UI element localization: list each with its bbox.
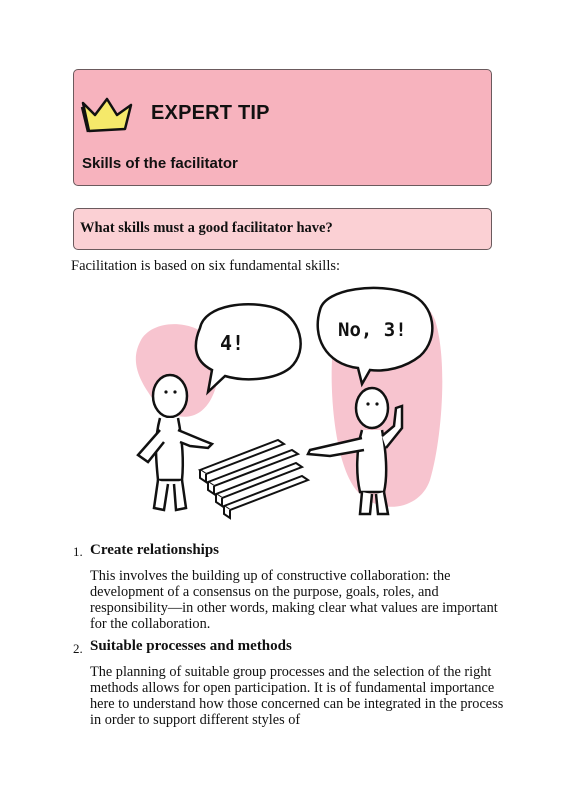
list-body: The planning of suitable group processes and the selection of the right methods allows for open participation. It is of fundamental importance here to understand how those concerned can be integrated in the process in order to support different styles of (90, 664, 504, 728)
question-text: What skills must a good facilitator have? (80, 220, 333, 236)
expert-tip-box (73, 69, 492, 186)
speech-bubble-left (196, 304, 301, 392)
tip-title: EXPERT TIP (151, 102, 270, 124)
intro-text: Facilitation is based on six fundamental skills: (71, 258, 341, 274)
speech-left-text: 4! (220, 331, 245, 355)
list-number: 2. (73, 641, 83, 656)
speech-right-text: No, 3! (338, 319, 407, 341)
facilitation-illustration (130, 280, 450, 520)
list-number: 1. (73, 544, 83, 559)
list-heading: Create relationships (90, 542, 220, 558)
list-heading: Suitable processes and methods (90, 638, 292, 654)
crown-icon (79, 95, 135, 135)
tip-subtitle: Skills of the facilitator (82, 155, 238, 172)
question-box (73, 208, 492, 250)
sticks (200, 440, 308, 518)
list-body: This involves the building up of constructive collaboration: the development of a consensus on the purpose, goals, roles, and responsibility—in other words, making clear what values are important for the collaboration. (90, 568, 498, 632)
